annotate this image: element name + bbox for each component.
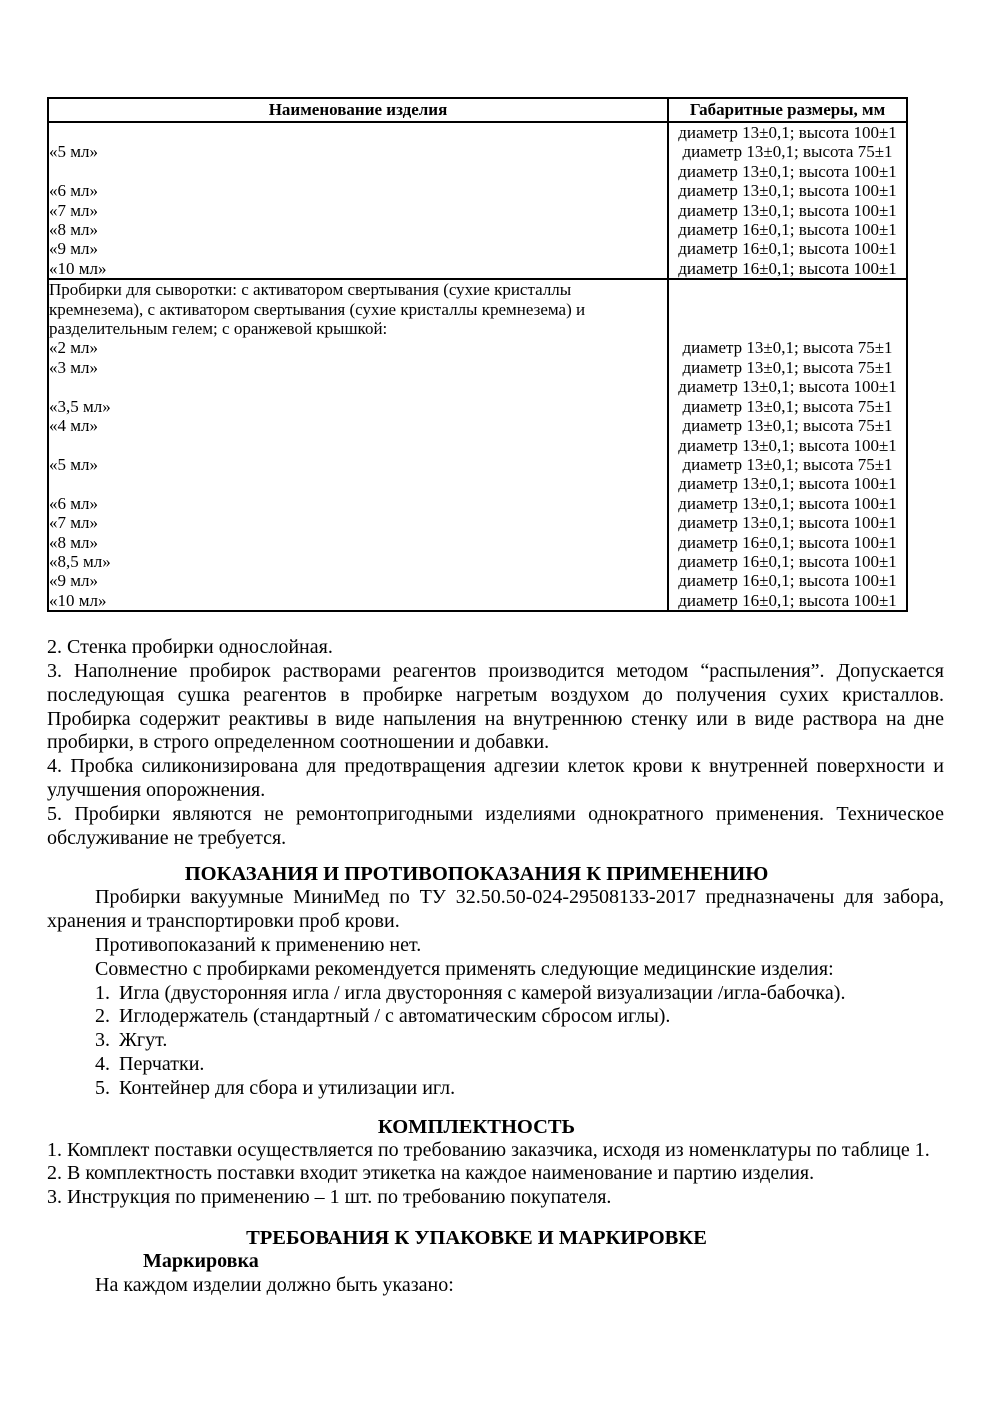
list-item-text: Жгут. xyxy=(119,1029,168,1052)
product-name-cell: «7 мл» xyxy=(49,513,98,533)
indications-title: ПОКАЗАНИЯ И ПРОТИВОПОКАЗАНИЯ К ПРИМЕНЕНИЮ xyxy=(184,863,769,886)
product-name-cell xyxy=(48,474,668,493)
product-name-cell: «8 мл» xyxy=(49,220,98,240)
completeness-paragraph-3: 3. Инструкция по применению – 1 шт. по требованию покупателя. xyxy=(47,1186,612,1209)
indications-paragraph-1: Пробирки вакуумные МиниМед по ТУ 32.50.50-024-29508133-2017 предназначены для забора, хранения и транспортировки проб крови. xyxy=(47,886,944,933)
product-name-cell xyxy=(48,436,668,455)
table-row xyxy=(48,358,907,377)
column-header-product-name: Наименование изделия xyxy=(48,98,668,122)
table-row xyxy=(48,571,907,590)
table-row xyxy=(48,552,907,571)
product-group-description-cell: Пробирки для сыворотки: с активатором свертывания (сухие кристаллы кремнезема), с активатором свертывания (сухие кристаллы кремнезема) и разделительным гелем; с оранжевой крышкой: xyxy=(48,279,668,338)
list-item-number: 5. xyxy=(95,1076,110,1099)
list-item-number: 1. xyxy=(95,981,110,1004)
device-features-section xyxy=(47,636,944,850)
feature-paragraph-5: 5. Пробирки являются не ремонтопригодными изделиями однократного применения. Техническое обслуживание не требуется. xyxy=(47,802,944,849)
dimensions-cell: диаметр 16±0,1; высота 100±1 xyxy=(668,533,907,552)
dimensions-cell: диаметр 13±0,1; высота 75±1 xyxy=(668,397,907,416)
table-row xyxy=(48,338,907,357)
completeness-paragraph-1: 1. Комплект поставки осуществляется по требованию заказчика, исходя из номенклатуры по таблице 1. xyxy=(47,1138,930,1161)
product-name-cell: «10 мл» xyxy=(49,590,107,610)
dimensions-cell: диаметр 16±0,1; высота 100±1 xyxy=(668,239,907,258)
completeness-paragraph-2: 2. В комплектность поставки входит этикетка на каждое наименование и партию изделия. xyxy=(47,1162,815,1185)
dimensions-cell: диаметр 13±0,1; высота 100±1 xyxy=(668,377,907,396)
list-item-number: 4. xyxy=(95,1052,110,1075)
list-item xyxy=(95,982,944,1006)
dimensions-cell: диаметр 13±0,1; высота 75±1 xyxy=(668,358,907,377)
table-row xyxy=(48,397,907,416)
dimensions-cell xyxy=(668,279,907,338)
product-name-cell xyxy=(48,122,668,142)
dimensions-cell: диаметр 13±0,1; высота 100±1 xyxy=(668,494,907,513)
table-row xyxy=(48,239,907,258)
list-item xyxy=(95,1029,944,1053)
table-row xyxy=(48,162,907,181)
product-name-cell: «9 мл» xyxy=(49,571,98,591)
dimensions-cell: диаметр 13±0,1; высота 100±1 xyxy=(668,162,907,181)
recommended-devices-list xyxy=(95,982,944,1101)
dimensions-cell: диаметр 13±0,1; высота 75±1 xyxy=(668,338,907,357)
dimensions-cell: диаметр 13±0,1; высота 75±1 xyxy=(668,455,907,474)
dimensions-cell: диаметр 13±0,1; высота 100±1 xyxy=(668,513,907,532)
product-name-cell xyxy=(48,162,668,181)
dimensions-cell: диаметр 16±0,1; высота 100±1 xyxy=(668,552,907,571)
product-name-cell: «4 мл» xyxy=(49,416,98,436)
dimensions-cell: диаметр 16±0,1; высота 100±1 xyxy=(668,591,907,611)
table-row xyxy=(48,436,907,455)
product-name-cell: «6 мл» xyxy=(49,493,98,513)
feature-paragraph-3: 3. Наполнение пробирок растворами реагентов производится методом “распыления”. Допускается последующая сушка реагентов в пробирке нагретым воздухом до получения сухих кристаллов. Пробирка содержит реактивы в виде напыления на внутреннюю стенку или в виде раствора на дне пробирки, в строго определенном соотношении и добавки. xyxy=(47,659,944,754)
completeness-title: КОМПЛЕКТНОСТЬ xyxy=(377,1115,576,1138)
list-item-text: Контейнер для сбора и утилизации игл. xyxy=(119,1076,456,1099)
table-row xyxy=(48,513,907,532)
product-name-cell: «10 мл» xyxy=(49,258,107,278)
product-name-cell: «7 мл» xyxy=(49,200,98,220)
dimensions-cell: диаметр 13±0,1; высота 100±1 xyxy=(668,122,907,142)
product-name-cell: «2 мл» xyxy=(49,338,98,358)
dimensions-cell: диаметр 13±0,1; высота 100±1 xyxy=(668,181,907,200)
dimensions-cell: диаметр 13±0,1; высота 100±1 xyxy=(668,436,907,455)
product-name-cell: «8,5 мл» xyxy=(49,551,111,571)
product-name-cell: «5 мл» xyxy=(49,454,98,474)
list-item-text: Игла (двусторонняя игла / игла двусторонняя с камерой визуализации /игла-бабочка). xyxy=(119,981,846,1004)
feature-paragraph-2: 2. Стенка пробирки однослойная. xyxy=(47,636,333,659)
table-row xyxy=(48,416,907,435)
product-name-cell: «6 мл» xyxy=(49,181,98,201)
table-row xyxy=(48,279,907,338)
indications-section xyxy=(47,862,944,1100)
dimensions-cell: диаметр 16±0,1; высота 100±1 xyxy=(668,220,907,239)
marking-paragraph-1: На каждом изделии должно быть указано: xyxy=(95,1273,454,1296)
product-name-cell: «5 мл» xyxy=(49,142,98,162)
marking-subtitle: Маркировка xyxy=(143,1249,259,1272)
dimensions-cell: диаметр 13±0,1; высота 100±1 xyxy=(668,201,907,220)
packaging-section xyxy=(47,1226,944,1298)
table-row xyxy=(48,122,907,142)
list-item-text: Перчатки. xyxy=(119,1052,205,1075)
table-row xyxy=(48,377,907,396)
table-row xyxy=(48,533,907,552)
product-name-cell xyxy=(48,377,668,396)
table-row xyxy=(48,201,907,220)
feature-paragraph-4: 4. Пробка силиконизирована для предотвращения адгезии клеток крови к внутренней поверхности и улучшения опорожнения. xyxy=(47,755,944,801)
table-row xyxy=(48,220,907,239)
product-name-cell: «8 мл» xyxy=(49,532,98,552)
dimensions-cell: диаметр 16±0,1; высота 100±1 xyxy=(668,259,907,279)
table-row xyxy=(48,259,907,279)
table-row xyxy=(48,181,907,200)
product-name-cell: «3,5 мл» xyxy=(49,396,111,416)
packaging-title: ТРЕБОВАНИЯ К УПАКОВКЕ И МАРКИРОВКЕ xyxy=(246,1226,707,1249)
list-item xyxy=(95,1053,944,1077)
table-row xyxy=(48,591,907,611)
list-item xyxy=(95,1077,944,1101)
indications-paragraph-2: Противопоказаний к применению нет. xyxy=(95,933,422,956)
indications-paragraph-3: Совместно с пробирками рекомендуется применять следующие медицинские изделия: xyxy=(95,957,834,980)
dimensions-cell: диаметр 13±0,1; высота 100±1 xyxy=(668,474,907,493)
product-name-cell: «9 мл» xyxy=(49,239,98,259)
product-name-cell: «3 мл» xyxy=(49,357,98,377)
table-row xyxy=(48,142,907,161)
product-dimensions-table xyxy=(47,97,908,612)
dimensions-cell: диаметр 16±0,1; высота 100±1 xyxy=(668,571,907,590)
table-row xyxy=(48,474,907,493)
list-item-number: 3. xyxy=(95,1029,110,1052)
table-row xyxy=(48,455,907,474)
list-item-number: 2. xyxy=(95,1005,110,1028)
dimensions-cell: диаметр 13±0,1; высота 75±1 xyxy=(668,416,907,435)
dimensions-cell: диаметр 13±0,1; высота 75±1 xyxy=(668,142,907,161)
completeness-section xyxy=(47,1115,944,1210)
product-table-body xyxy=(48,122,907,611)
list-item xyxy=(95,1005,944,1029)
table-header-row xyxy=(48,98,907,122)
column-header-dimensions: Габаритные размеры, мм xyxy=(668,98,907,122)
table-row xyxy=(48,494,907,513)
list-item-text: Иглодержатель (стандартный / с автоматическим сбросом иглы). xyxy=(119,1005,671,1028)
